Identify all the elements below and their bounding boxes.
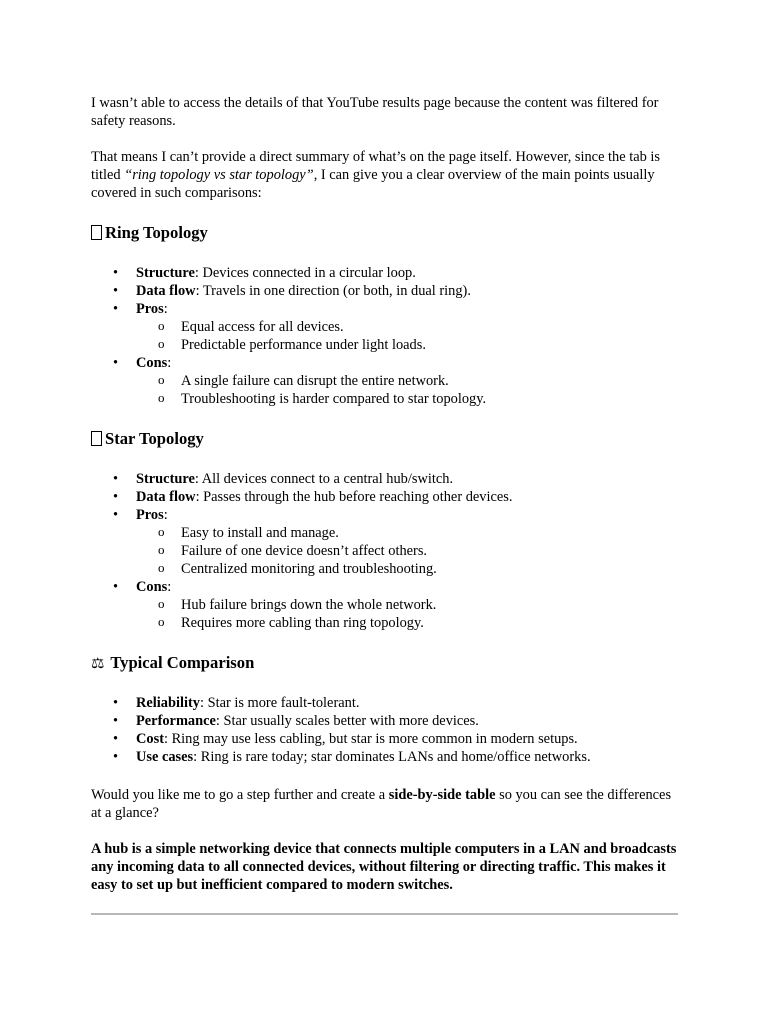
ring-heading-text: Ring Topology [105, 223, 208, 242]
item-label: Cost [136, 731, 164, 747]
item-label: Performance [136, 713, 216, 729]
item-label: Data flow [136, 489, 196, 505]
item-label: Pros [136, 301, 164, 317]
sub-list-item: o Centralized monitoring and troubleshooting. [136, 560, 678, 578]
sub-list-item: o Predictable performance under light loads. [136, 336, 678, 354]
item-text: : Star usually scales better with more devices. [215, 713, 479, 729]
ring-topology-heading [91, 222, 678, 244]
item-text: : Passes through the hub before reaching other devices. [195, 489, 513, 505]
comparison-list [91, 694, 678, 766]
item-text: : Ring is rare today; star dominates LANs and home/office networks. [193, 749, 591, 765]
item-label: Pros [136, 507, 164, 523]
closing-question [91, 786, 678, 822]
list-item: • Pros: o Equal access for all devices. o Predictable performance under light loads. [91, 300, 678, 354]
item-label: Cons [136, 355, 168, 371]
item-label: Data flow [136, 283, 196, 299]
item-label: Use cases [136, 749, 194, 765]
sub-list-item: o Troubleshooting is harder compared to star topology. [136, 390, 678, 408]
item-label: Reliability [136, 695, 200, 711]
list-item [91, 264, 678, 282]
sub-list-item: o Equal access for all devices. [136, 318, 678, 336]
sub-list-item: o Hub failure brings down the whole network. [136, 596, 678, 614]
list-item: • Pros: o Easy to install and manage. o Failure of one device doesn’t affect others. o Centralized monitoring and troubleshooting. [91, 506, 678, 578]
sub-list-item: o Requires more cabling than ring topology. [136, 614, 678, 632]
list-item [91, 470, 678, 488]
missing-glyph-icon [91, 225, 102, 240]
sub-list-item: o Easy to install and manage. [136, 524, 678, 542]
ring-pros-list [136, 318, 678, 354]
hub-summary-paragraph: A hub is a simple networking device that connects multiple computers in a LAN and broadcasts any incoming data to all connected devices, without filtering or directing traffic. This makes it easy to set up but inefficient compared to modern switches. [91, 841, 677, 893]
ring-topology-list [91, 264, 678, 408]
intro-paragraph-2 [91, 148, 678, 202]
item-label: Structure [136, 471, 195, 487]
closing-text-after: so you can see the differences at a glance? [91, 787, 672, 821]
closing-bold-text: side-by-side table [388, 787, 496, 803]
missing-glyph-icon [91, 431, 102, 446]
item-text: : Ring may use less cabling, but star is more common in modern setups. [163, 731, 578, 747]
item-text: : Star is more fault-tolerant. [199, 695, 360, 711]
star-heading-text: Star Topology [105, 429, 204, 448]
list-item: • Cons: o A single failure can disrupt the entire network. o Troubleshooting is harder compared to star topology. [91, 354, 678, 408]
horizontal-divider [91, 913, 678, 915]
sub-list-item: o Failure of one device doesn’t affect others. [136, 542, 678, 560]
item-text: : All devices connect to a central hub/switch. [194, 471, 454, 487]
list-item [91, 712, 678, 730]
list-item [91, 748, 678, 766]
intro-text-after: , I can give you a clear overview of the main points usually covered in such comparisons: [91, 167, 655, 201]
star-topology-list [91, 470, 678, 632]
scale-icon: ⚖ [91, 654, 105, 672]
list-item: • Cons: o Hub failure brings down the whole network. o Requires more cabling than ring topology. [91, 578, 678, 632]
sub-list-item: o A single failure can disrupt the entire network. [136, 372, 678, 390]
item-text: : Devices connected in a circular loop. [194, 265, 416, 281]
item-text: : Travels in one direction (or both, in dual ring). [195, 283, 471, 299]
star-cons-list [136, 596, 678, 632]
list-item [91, 694, 678, 712]
intro-text-before: That means I can’t provide a direct summary of what’s on the page itself. However, since the tab is titled [91, 149, 661, 183]
tab-title-quote: “ring topology vs star topology” [124, 167, 314, 183]
intro-paragraph-1: I wasn’t able to access the details of that YouTube results page because the content was filtered for safety reasons. [91, 95, 659, 129]
list-item [91, 282, 678, 300]
list-item [91, 730, 678, 748]
star-pros-list [136, 524, 678, 578]
typical-comparison-heading [91, 652, 678, 674]
star-topology-heading [91, 428, 678, 450]
ring-cons-list [136, 372, 678, 408]
item-label: Cons [136, 579, 168, 595]
item-label: Structure [136, 265, 195, 281]
closing-text-before: Would you like me to go a step further and create a [91, 787, 389, 803]
list-item [91, 488, 678, 506]
comparison-heading-text: Typical Comparison [110, 653, 255, 672]
